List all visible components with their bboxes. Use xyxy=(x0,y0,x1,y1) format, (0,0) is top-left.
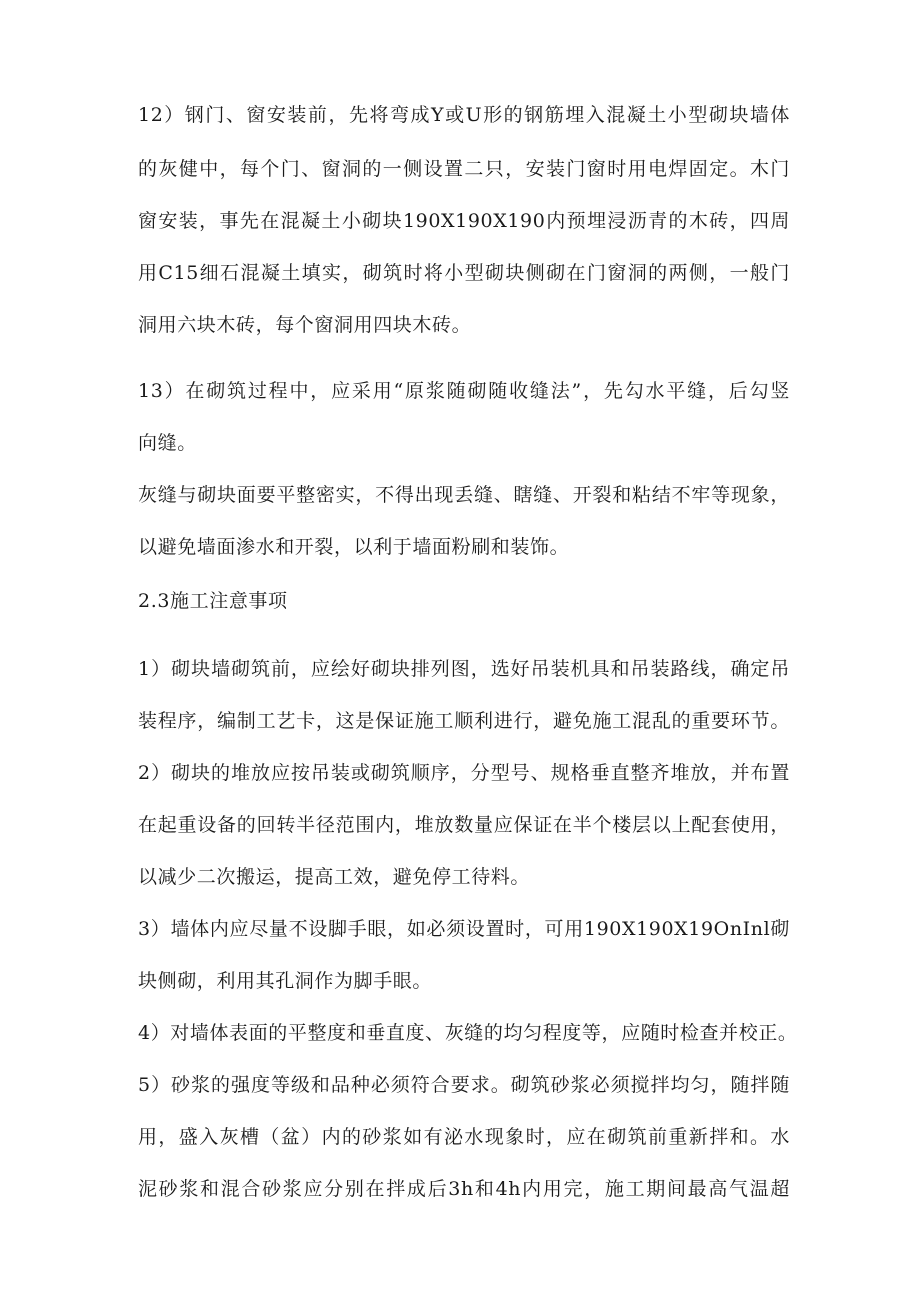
section-heading: 2.3施工注意事项 xyxy=(138,590,288,612)
item-1-line-1: 1）砌块墙砌筑前，应绘好砌块排列图，选好吊装机具和吊装路线，确定吊 xyxy=(138,658,790,680)
item-1-line-2: 装程序，编制工艺卡，这是保证施工顺利进行，避免施工混乱的重要环节。 xyxy=(138,710,790,732)
paragraph-12-line-3: 窗安装，事先在混凝土小砌块190X190X190内预埋浸沥青的木砖，四周 xyxy=(138,210,790,232)
item-2-line-1: 2）砌块的堆放应按吊装或砌筑顺序，分型号、规格垂直整齐堆放，并布置 xyxy=(138,762,790,784)
item-2-line-3: 以减少二次搬运，提高工效，避免停工待料。 xyxy=(138,866,531,888)
paragraph-13-line-2: 向缝。 xyxy=(138,432,197,454)
item-5-line-2: 用，盛入灰槽（盆）内的砂浆如有泌水现象时，应在砌筑前重新拌和。水 xyxy=(138,1126,790,1148)
item-5-line-3: 泥砂浆和混合砂浆应分别在拌成后3h和4h内用完，施工期间最高气温超 xyxy=(138,1178,790,1200)
paragraph-13-line-1: 13）在砌筑过程中，应采用“原浆随砌随收缝法”，先勾水平缝，后勾竖 xyxy=(138,380,790,402)
paragraph-12-line-1: 12）钢门、窗安装前，先将弯成Y或U形的钢筋埋入混凝土小型砌块墙体 xyxy=(138,104,790,126)
paragraph-13b-line-1: 灰缝与砌块面要平整密实，不得出现丢缝、瞎缝、开裂和粘结不牢等现象， xyxy=(138,484,790,506)
item-4-line-1: 4）对墙体表面的平整度和垂直度、灰缝的均匀程度等，应随时检查并校正。 xyxy=(138,1022,798,1044)
paragraph-12-line-5: 洞用六块木砖，每个窗洞用四块木砖。 xyxy=(138,314,472,336)
item-3-line-1: 3）墙体内应尽量不设脚手眼，如必须设置时，可用190X190X19OnInl砌 xyxy=(138,918,790,940)
paragraph-13b-line-2: 以避免墙面渗水和开裂，以利于墙面粉刷和装饰。 xyxy=(138,536,570,558)
paragraph-12-line-2: 的灰健中，每个门、窗洞的一侧设置二只，安装门窗时用电焊固定。木门 xyxy=(138,158,790,180)
item-5-line-1: 5）砂浆的强度等级和品种必须符合要求。砌筑砂浆必须搅拌均匀，随拌随 xyxy=(138,1074,790,1096)
paragraph-12-line-4: 用C15细石混凝土填实，砌筑时将小型砌块侧砌在门窗洞的两侧，一般门 xyxy=(138,262,790,284)
item-3-line-2: 块侧砌，利用其孔洞作为脚手眼。 xyxy=(138,970,433,992)
item-2-line-2: 在起重设备的回转半径范围内，堆放数量应保证在半个楼层以上配套使用， xyxy=(138,814,790,836)
